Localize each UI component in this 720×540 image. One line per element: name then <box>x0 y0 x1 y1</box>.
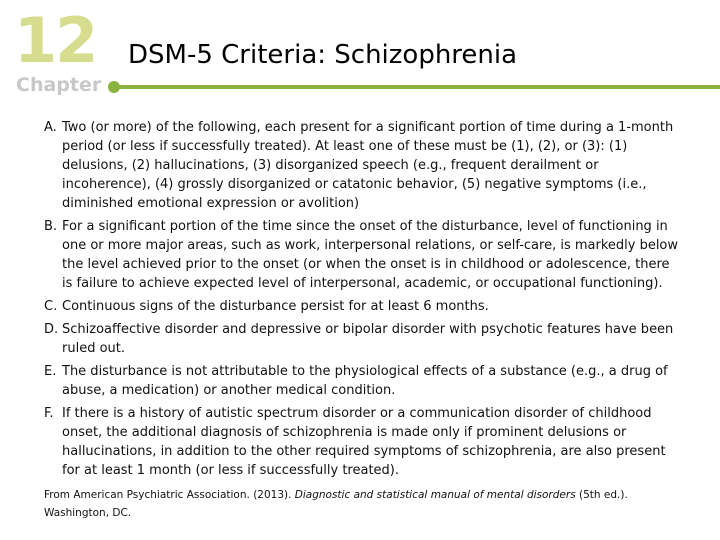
criterion-e <box>44 362 684 400</box>
criterion-text: Continuous signs of the disturbance persist for at least 6 months. <box>62 299 489 314</box>
criterion-text: The disturbance is not attributable to the physiological effects of a substance (e.g., a drug of abuse, a medication) or another medical condition. <box>62 364 668 398</box>
chapter-badge <box>14 6 114 98</box>
criterion-d <box>44 320 684 358</box>
criterion-text: For a significant portion of the time since the onset of the disturbance, level of functioning in one or more major areas, such as work, interpersonal relations, or self-care, is markedly below the level achieved prior to the onset (or when the onset is in childhood or adolescence, there is failure to achieve expected level of interpersonal, academic, or occupational functioning). <box>62 219 679 291</box>
citation-prefix: From American Psychiatric Association. (2013). <box>44 489 295 501</box>
criterion-text: If there is a history of autistic spectrum disorder or a communication disorder of childhood onset, the additional diagnosis of schizophrenia is made only if prominent delusions or hallucinations, in addition to the other required symptoms of schizophrenia, are also present for at least 1 month (or less if successfully treated). <box>62 406 666 478</box>
criterion-text: Two (or more) of the following, each present for a significant portion of time during a 1-month period (or less if successfully treated). At least one of these must be (1), (2), or (3): (1) delusions, (2) hallucinations, (3) disorganized speech (e.g., frequent derailment or incoherence), (4) grossly disorganized or catatonic behavior, (5) negative symptoms (i.e., diminished emotional expression or avolition) <box>62 120 674 211</box>
criterion-b <box>44 217 684 293</box>
title-rule <box>113 85 720 89</box>
chapter-label: Chapter <box>16 74 102 96</box>
criterion-letter: B. <box>44 219 58 234</box>
criterion-letter: A. <box>44 120 57 135</box>
criterion-letter: F. <box>44 406 54 421</box>
criterion-letter: E. <box>44 364 57 379</box>
criterion-f <box>44 404 684 480</box>
criterion-text: Schizoaffective disorder and depressive or bipolar disorder with psychotic features have been ruled out. <box>62 322 674 356</box>
chapter-number: 12 <box>14 4 97 77</box>
criteria-list <box>44 118 684 484</box>
criterion-c <box>44 297 684 316</box>
citation <box>44 486 694 522</box>
citation-suffix: (5th ed.). Washington, DC. <box>44 489 628 519</box>
criterion-letter: D. <box>44 322 59 337</box>
criterion-a <box>44 118 684 213</box>
slide-title: DSM-5 Criteria: Schizophrenia <box>128 40 518 70</box>
citation-work-title: Diagnostic and statistical manual of mental disorders <box>294 489 576 501</box>
criterion-letter: C. <box>44 299 58 314</box>
